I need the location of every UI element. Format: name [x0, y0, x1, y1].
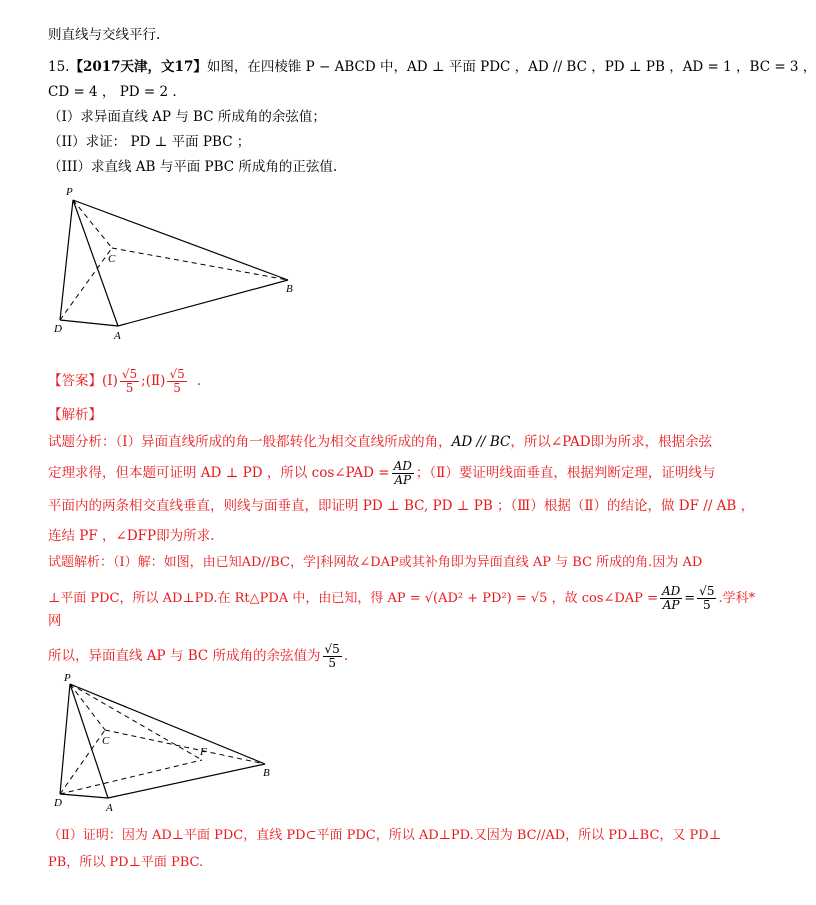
- edge-CB: [112, 248, 288, 280]
- previous-text: 则直线与交线平行.: [48, 27, 161, 43]
- label-P: P: [64, 672, 71, 684]
- edge-PD: [60, 200, 73, 320]
- problem-source: 【2017天津，文17】: [69, 59, 207, 75]
- solution-line-4: 所以，异面直线 AP 与 BC 所成角的余弦值为 $\frac{√5}{5}$ .: [48, 642, 349, 670]
- analysis-line-3: 平面内的两条相交直线垂直，则线与面垂直，即证明 PD ⊥ BC, PD ⊥ PB ；（Ⅲ）根据（Ⅱ）的结论，做 DF // AB ，: [48, 498, 755, 514]
- answer-fraction-1: $\frac{√5}{5}$: [121, 367, 138, 395]
- label-C: C: [102, 735, 110, 747]
- answer-line: 【答案】(Ⅰ) $\frac{√5}{5}$ ;(Ⅱ) $\frac{√5}{5}$ .: [48, 367, 202, 395]
- edge-PF: [70, 684, 202, 760]
- label-B: B: [263, 767, 270, 779]
- edge-DF: [60, 760, 202, 794]
- edge-DC: [60, 248, 112, 320]
- problem-part-2: （II）求证： PD ⊥ 平面 PBC ；: [48, 134, 251, 150]
- solution-line-2: ⊥平面 PDC，所以 AD⊥PD.在 Rt△PDA 中，由已知，得 AP = √(AD² + PD²) = √5 ，故 cos∠DAP = $\frac{AD}{AP}$ = $\frac{√5}{5}$ .学科*: [48, 584, 756, 612]
- answer-part-1: (Ⅰ): [102, 373, 118, 389]
- answer-part-2: (Ⅱ): [145, 373, 166, 389]
- edge-PD: [60, 684, 70, 794]
- pyramid-figure-2: [50, 672, 280, 817]
- answer-label: 【答案】: [48, 373, 102, 389]
- problem-stem: [48, 58, 816, 76]
- pyramid-figure-1: [50, 180, 300, 340]
- solution-line-1: 试题解析：（Ⅰ）解：如图，由已知AD//BC，学|科网故∠DAP或其补角即为异面直线 AP 与 BC 所成的角.因为 AD: [48, 555, 703, 570]
- part2-solution-line-2: PB，所以 PD⊥平面 PBC.: [48, 855, 204, 870]
- label-A: A: [106, 802, 113, 814]
- label-C: C: [108, 253, 116, 265]
- problem-stem-text: 如图，在四棱锥 P − ABCD 中，AD ⊥ 平面 PDC ，AD // BC ，PD ⊥ PB ，AD = 1 ，BC = 3 ，: [206, 59, 816, 75]
- analysis-line-2: 定理求得，但本题可证明 AD ⊥ PD ，所以 cos∠PAD = $\frac{AD}{AP}$ ；（Ⅱ）要证明线面垂直，根据判断定理，证明线与: [48, 459, 716, 487]
- edge-PB: [73, 200, 288, 280]
- label-D: D: [54, 797, 62, 809]
- analysis-line-1: 试题分析：（Ⅰ）异面直线所成的角一般都转化为相交直线所成的角，AD // BC，所以∠PAD即为所求，根据余弦: [48, 434, 713, 450]
- answer-fraction-2: $\frac{√5}{5}$: [169, 367, 185, 395]
- edge-DA: [60, 794, 108, 798]
- problem-part-1: （I）求异面直线 AP 与 BC 所成角的余弦值；: [48, 109, 326, 125]
- solution-line-3: 网: [48, 613, 62, 629]
- part2-solution-line-1: （Ⅱ）证明：因为 AD⊥平面 PDC，直线 PD⊂平面 PDC，所以 AD⊥PD.又因为 BC//AD，所以 PD⊥BC，又 PD⊥: [48, 828, 721, 843]
- edge-CB: [105, 730, 265, 764]
- label-B: B: [286, 283, 293, 295]
- analysis-fraction: $\frac{AD}{AP}$: [393, 459, 412, 487]
- label-D: D: [54, 323, 62, 335]
- problem-number: 15.: [48, 59, 70, 75]
- edge-DA: [60, 320, 118, 326]
- edge-AB: [118, 280, 288, 326]
- edge-AB: [108, 764, 265, 798]
- label-A: A: [114, 330, 121, 342]
- label-P: P: [66, 186, 73, 198]
- edge-PB: [70, 684, 265, 764]
- problem-stem-2: CD = 4 ， PD = 2 .: [48, 84, 177, 100]
- problem-part-3: （III）求直线 AB 与平面 PBC 所成角的正弦值.: [48, 159, 338, 175]
- analysis-label: 【解析】: [48, 407, 102, 423]
- analysis-line-4: 连结 PF ，∠DFP即为所求.: [48, 528, 215, 544]
- label-F: F: [200, 746, 207, 758]
